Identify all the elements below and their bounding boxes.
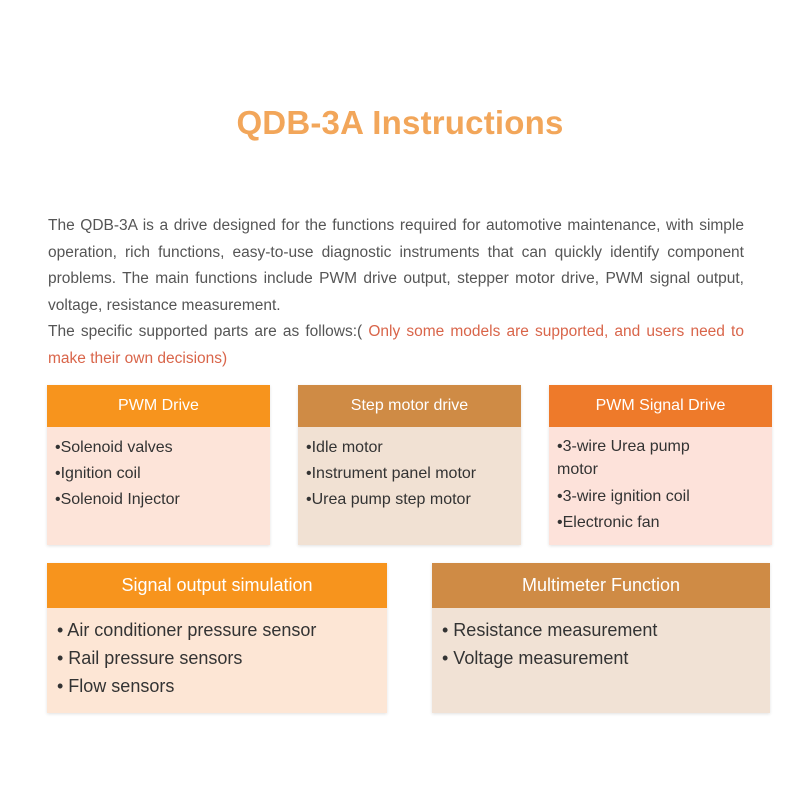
list-item: •Electronic fan xyxy=(557,514,660,531)
list-item: •Solenoid valves xyxy=(55,439,173,456)
page-title: QDB-3A Instructions xyxy=(236,104,564,141)
list-item: •Ignition coil xyxy=(55,465,141,482)
box-header: Step motor drive xyxy=(298,385,521,427)
list-item: •Solenoid Injector xyxy=(55,491,180,508)
intro-text xyxy=(48,213,744,372)
list-item: • Flow sensors xyxy=(57,676,175,696)
box-header: PWM Drive xyxy=(47,385,270,427)
multimeter-function-box xyxy=(432,563,770,713)
list-item: •Instrument panel motor xyxy=(306,465,477,482)
pwm-signal-drive-box xyxy=(549,385,772,545)
list-item: •Urea pump step motor xyxy=(306,491,471,508)
intro-paragraph: The QDB-3A is a drive designed for the functions required for automotive maintenance, with simple operation, rich functions, easy-to-use diagnostic instruments that can quickly identify component problems. The main functions include PWM drive output, stepper motor drive, PWM signal output, voltage, resistance measurement. xyxy=(48,217,744,314)
list-item: • Resistance measurement xyxy=(442,620,658,640)
list-item: • Air conditioner pressure sensor xyxy=(57,620,317,640)
pwm-drive-box xyxy=(47,385,270,545)
step-motor-drive-box xyxy=(298,385,521,545)
list-item: •3-wire Urea pump motor xyxy=(557,438,690,478)
list-item: • Rail pressure sensors xyxy=(57,648,243,668)
list-item: •Idle motor xyxy=(306,439,383,456)
list-item: •3-wire ignition coil xyxy=(557,488,690,505)
signal-output-simulation-box xyxy=(47,563,387,713)
supported-note: Only some models are supported, and users need to make their own decisions) xyxy=(48,323,744,367)
box-header: PWM Signal Drive xyxy=(549,385,772,427)
box-header: Multimeter Function xyxy=(432,563,770,608)
box-header: Signal output simulation xyxy=(47,563,387,608)
list-item: • Voltage measurement xyxy=(442,648,629,668)
supported-prefix: The specific supported parts are as follows:( xyxy=(48,323,363,340)
